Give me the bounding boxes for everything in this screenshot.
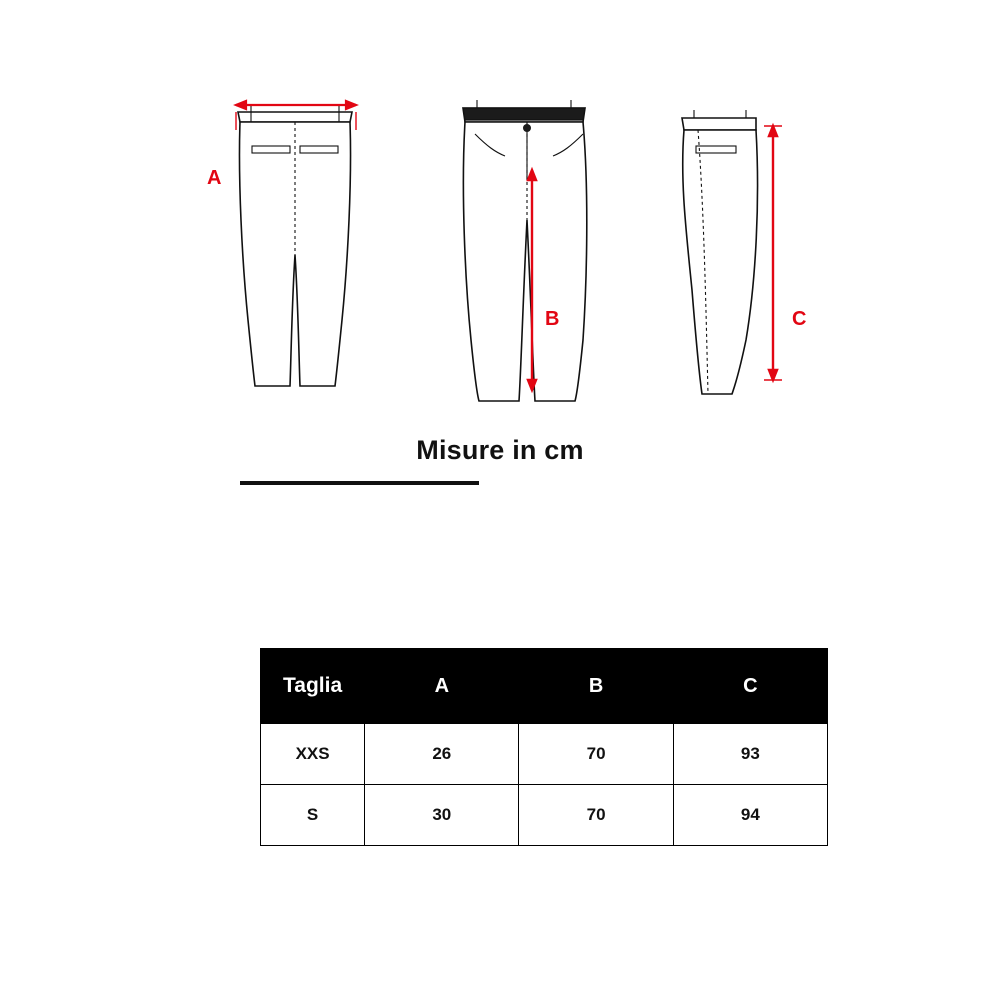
measures-caption: Misure in cm	[416, 435, 584, 465]
size-table-head	[261, 649, 828, 724]
table-row	[261, 724, 828, 785]
header-c: C	[673, 649, 827, 724]
size-table	[260, 648, 828, 846]
cell-c: 93	[673, 724, 827, 785]
trousers-back-view	[200, 60, 390, 390]
cell-size: S	[261, 785, 365, 846]
cell-b: 70	[519, 785, 673, 846]
trousers-side-view	[660, 60, 850, 405]
cell-c: 94	[673, 785, 827, 846]
size-table-container	[260, 648, 828, 846]
header-size: Taglia	[261, 649, 365, 724]
trousers-side-illustration	[660, 60, 850, 405]
cell-b: 70	[519, 724, 673, 785]
caption-underline	[240, 481, 479, 485]
cell-size: XXS	[261, 724, 365, 785]
cell-a: 26	[365, 724, 519, 785]
caption-container	[0, 435, 1000, 466]
trousers-back-illustration	[200, 60, 390, 390]
illustration-group	[0, 60, 1000, 420]
header-b: B	[519, 649, 673, 724]
table-header-row	[261, 649, 828, 724]
trousers-front-view	[435, 60, 625, 405]
dimension-label-b: B	[545, 308, 560, 330]
dimension-label-c: C	[792, 308, 807, 330]
dimension-label-a: A	[207, 167, 222, 189]
header-a: A	[365, 649, 519, 724]
table-row	[261, 785, 828, 846]
cell-a: 30	[365, 785, 519, 846]
trousers-front-illustration	[435, 60, 625, 405]
size-table-body	[261, 724, 828, 846]
